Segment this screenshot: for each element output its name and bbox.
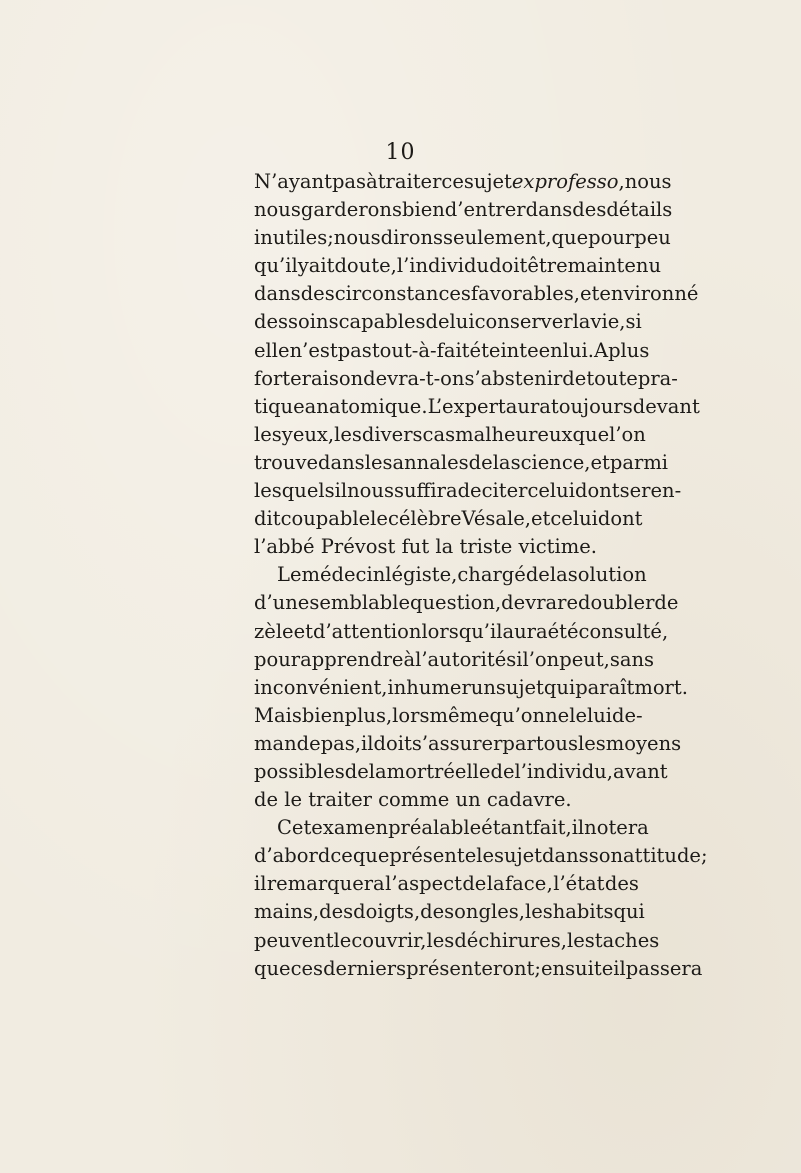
text-line: forte raison devra-t-on s’abstenir de toute pra- [254,366,678,390]
text-line: pour apprendre à l’autorité si l’on peut , sans [254,647,655,671]
text-line: inutiles ; nous dirons seulement , que pour peu [254,226,671,250]
text-line: N’ayant pas à traiter ce sujet ex professo , nous [254,170,672,193]
text-line: mains, des doigts, des ongles , les habits qui [254,900,645,924]
text-line: elle n’est pas tout-à-fait éteinte en lui. A plus [254,338,650,362]
text-line: les yeux , les divers cas malheureux que l’on [254,422,646,446]
text-line: zèle et d’attention lorsqu’il aura été consulté , [254,619,669,643]
text-line: Mais bien plus , lors même qu’on ne le lui de- [254,703,643,727]
text-line: que ces derniers présenteront ; ensuite il passera [254,956,703,980]
text-line: trouve dans les annales de la science , et parmi [254,450,669,474]
text-line: qu’il y ait doute , l’individu doit être maintenu [254,254,662,278]
text-line: mande pas , il doit s’assurer par tous les moyens [254,731,682,755]
text-line: il remarquera l’aspect de la face , l’état des [254,872,639,896]
text-line: d’abord ce que présente le sujet dans son attitude ; [254,844,708,868]
text-line: possibles de la mort réelle de l’individu , avant [254,759,668,783]
text-line: de le traiter comme un cadavre. [254,788,572,812]
page-number: 10 [385,140,416,165]
text-line: nous garderons bien d’entrer dans des détails [254,198,673,222]
text-line: peuvent le couvrir, les déchirures, les taches [254,928,660,952]
text-line: des soins capables de lui conserver la vie , si [254,310,642,334]
body-text [254,168,708,983]
text-line: Cet examen préalable étant fait, il notera [277,816,649,840]
text-line: lesquels il nous suffira de citer celui dont se ren- [254,479,682,503]
text-line: tique anatomique. L’expert aura toujours devant [254,394,700,418]
text-line: Le médecin légiste , chargé de la solution [277,563,647,587]
text-line: inconvénient, inhumer un sujet qui paraît mort. [254,675,688,699]
text-line: dans des circonstances favorables , et environné [254,282,699,306]
text-line: dit coupable le célèbre Vésale , et celui dont [254,507,643,531]
text-line: l’abbé Prévost fut la triste victime. [254,535,597,559]
text-line: d’une semblable question , devra redoubler de [254,591,679,615]
